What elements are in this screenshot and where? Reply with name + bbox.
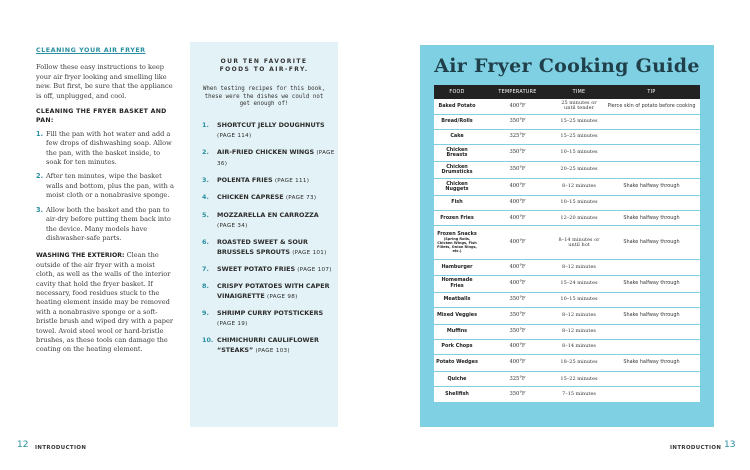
cell-temperature: 350°F	[480, 387, 555, 402]
cell-temperature: 400°F	[480, 226, 555, 260]
cell-temperature: 325°F	[480, 372, 555, 387]
cell-food: Homemade Fries	[434, 275, 480, 292]
table-header-row	[434, 85, 700, 99]
cell-time: 8–12 minutes	[555, 324, 603, 339]
favorite-number: 9.	[202, 309, 209, 318]
cell-food: Chicken Drumsticks	[434, 162, 480, 179]
cell-tip	[603, 340, 700, 355]
table-body	[434, 99, 700, 402]
cell-food: Mixed Veggies	[434, 307, 480, 324]
cell-tip	[603, 196, 700, 211]
table-row	[434, 260, 700, 275]
cell-time: 10–15 minutes	[555, 145, 603, 162]
cell-food: Bread/Rolls	[434, 114, 480, 129]
favorite-item	[202, 210, 338, 231]
favorite-number: 4.	[202, 193, 209, 202]
favorite-page: (PAGE 114)	[217, 132, 252, 139]
favorite-name: SHORTCUT JELLY DOUGHNUTS	[217, 120, 325, 129]
cell-time: 10–15 minutes	[555, 196, 603, 211]
favorite-number: 2.	[202, 147, 209, 156]
table-row	[434, 340, 700, 355]
favorite-name: CHIMICHURRI CAULIFLOWER “STEAKS”	[217, 336, 319, 355]
favorite-item	[202, 120, 338, 141]
favorite-name: MOZZARELLA EN CARROZZA	[217, 210, 319, 219]
cell-food: Chicken Breasts	[434, 145, 480, 162]
table-row	[434, 196, 700, 211]
cell-tip	[603, 162, 700, 179]
favorite-item	[202, 175, 338, 186]
cleaning-intro: Follow these easy instructions to keep your air fryer looking and smelling like new. But first, be sure that the appliance is off, unplugged, and cool.	[36, 63, 173, 100]
cell-food: Muffins	[434, 324, 480, 339]
favorite-name: AIR-FRIED CHICKEN WINGS	[217, 147, 315, 156]
favorites-list	[190, 120, 338, 357]
cell-food: Cake	[434, 129, 480, 144]
cleaning-steps	[36, 130, 174, 243]
favorite-number: 8.	[202, 282, 209, 291]
table-row	[434, 307, 700, 324]
favorite-page: (PAGE 36)	[217, 149, 335, 167]
favorite-name: CRISPY POTATOES WITH CAPER VINAIGRETTE	[217, 282, 330, 301]
cell-tip	[603, 372, 700, 387]
food-note: (Spring Rolls, Chicken Wings, Fish Fillets, Onion Rings, etc.)	[437, 236, 477, 254]
favorite-item	[202, 281, 338, 302]
cell-food: Hamburger	[434, 260, 480, 275]
favorite-item	[202, 308, 338, 329]
cell-time: 15–22 minutes	[555, 372, 603, 387]
header-time: TIME	[555, 85, 603, 99]
cell-time: 7–15 minutes	[555, 387, 603, 402]
cell-tip: Shake halfway through	[603, 355, 700, 372]
header-tip: TIP	[603, 85, 700, 99]
cell-time: 10–15 minutes	[555, 292, 603, 307]
cell-tip	[603, 324, 700, 339]
favorite-number: 5.	[202, 210, 209, 219]
cooking-guide-panel	[420, 45, 714, 427]
food-name: Frozen Snacks	[437, 231, 477, 238]
favorites-title: OUR TEN FAVORITE FOODS TO AIR-FRY.	[219, 58, 309, 73]
favorite-number: 6.	[202, 237, 209, 246]
favorite-number: 3.	[202, 176, 209, 185]
table-row	[434, 114, 700, 129]
cell-temperature: 350°F	[480, 162, 555, 179]
table-row	[434, 99, 700, 114]
cell-tip: Shake halfway through	[603, 211, 700, 226]
cell-tip	[603, 260, 700, 275]
cell-time: 8–12 minutes	[555, 307, 603, 324]
favorite-number: 10.	[202, 336, 214, 345]
favorite-page: (PAGE 111)	[274, 178, 310, 185]
favorite-page: (PAGE 103)	[255, 348, 290, 355]
table-row	[434, 211, 700, 226]
cell-temperature: 350°F	[480, 292, 555, 307]
cell-food: Pork Chops	[434, 340, 480, 355]
cell-temperature: 400°F	[480, 355, 555, 372]
cell-time: 12–20 minutes	[555, 211, 603, 226]
cell-temperature: 350°F	[480, 307, 555, 324]
page-number-right: 13	[724, 440, 736, 450]
favorite-item	[202, 192, 338, 203]
header-food: FOOD	[434, 85, 480, 99]
table-row	[434, 179, 700, 196]
cell-temperature: 400°F	[480, 211, 555, 226]
favorite-page: (PAGE 19)	[217, 321, 248, 328]
table-row	[434, 275, 700, 292]
favorite-page: (PAGE 98)	[267, 294, 298, 301]
cell-food: Frozen Fries	[434, 211, 480, 226]
cell-time: 18–25 minutes	[555, 355, 603, 372]
table-row	[434, 355, 700, 372]
cell-food: Meatballs	[434, 292, 480, 307]
favorite-page: (PAGE 73)	[285, 195, 317, 202]
cell-tip: Shake halfway through	[603, 179, 700, 196]
cell-time: 8–12 minutes	[555, 260, 603, 275]
favorite-number: 1.	[202, 120, 209, 129]
favorite-name: POLENTA FRIES	[217, 176, 273, 185]
cell-tip	[603, 292, 700, 307]
table-row	[434, 162, 700, 179]
exterior-label: WASHING THE EXTERIOR:	[36, 252, 125, 260]
cleaning-step: 3. Allow both the basket and the pan to air-dry before putting them back into the device. Many models have dishwasher-safe parts.	[36, 205, 171, 242]
cleaning-step: 1. Fill the pan with hot water and add a few drops of dishwashing soap. Allow the pan, with the basket inside, to soak for ten minutes.	[36, 129, 172, 167]
cell-temperature: 350°F	[480, 145, 555, 162]
favorite-name: SWEET POTATO FRIES	[217, 264, 296, 273]
cell-temperature: 325°F	[480, 129, 555, 144]
cell-temperature: 400°F	[480, 275, 555, 292]
table-row	[434, 145, 700, 162]
cell-temperature: 350°F	[480, 114, 555, 129]
favorite-page: (PAGE 34)	[217, 222, 248, 229]
section-label-left: INTRODUCTION	[35, 445, 87, 451]
favorite-item	[202, 264, 338, 275]
cell-temperature: 400°F	[480, 196, 555, 211]
cell-time: 25 minutes or until tender	[555, 99, 603, 114]
favorite-name: SHRIMP CURRY POTSTICKERS	[217, 309, 324, 318]
cell-time: 15–25 minutes	[555, 114, 603, 129]
cell-time: 8–14 minutes or until hot	[555, 226, 603, 260]
table-row	[434, 324, 700, 339]
basket-heading: CLEANING THE FRYER BASKET AND PAN:	[36, 108, 167, 125]
cell-food: Potato Wedges	[434, 355, 480, 372]
exterior-paragraph	[36, 251, 174, 354]
favorite-number: 7.	[202, 264, 209, 273]
cell-food: Fish	[434, 196, 480, 211]
favorites-subtitle: When testing recipes for this book, these were the dishes we could not get enough of!	[202, 86, 326, 108]
table-row	[434, 129, 700, 144]
cell-time: 8–12 minutes	[555, 179, 603, 196]
favorite-item	[202, 237, 338, 258]
cell-time: 15–24 minutes	[555, 275, 603, 292]
favorite-item	[202, 147, 338, 169]
cell-tip	[603, 387, 700, 402]
favorite-page: (PAGE 107)	[297, 266, 332, 273]
page-number-left: 12	[17, 440, 29, 450]
cell-food	[434, 226, 480, 260]
cell-tip: Shake halfway through	[603, 226, 700, 260]
table-row	[434, 292, 700, 307]
cell-tip	[603, 129, 700, 144]
cell-food: Quiche	[434, 372, 480, 387]
table-row	[434, 226, 700, 260]
cell-tip	[603, 145, 700, 162]
cooking-guide-title: Air Fryer Cooking Guide	[434, 55, 700, 77]
favorite-name: CHICKEN CAPRESE	[217, 193, 284, 202]
cell-temperature: 400°F	[480, 179, 555, 196]
cell-tip: Shake halfway through	[603, 307, 700, 324]
cell-temperature: 400°F	[480, 340, 555, 355]
favorite-item	[202, 335, 338, 356]
favorite-page: (PAGE 101)	[292, 249, 327, 256]
cell-time: 8–14 minutes	[555, 340, 603, 355]
cell-temperature: 400°F	[480, 260, 555, 275]
cell-tip: Shake halfway through	[603, 275, 700, 292]
cooking-guide-table	[434, 85, 700, 403]
cell-temperature: 400°F	[480, 99, 555, 114]
cell-food: Shellfish	[434, 387, 480, 402]
section-label-right: INTRODUCTION	[670, 445, 722, 451]
cell-food: Chicken Nuggets	[434, 179, 480, 196]
cell-tip	[603, 114, 700, 129]
cleaning-step: 2. After ten minutes, wipe the basket walls and bottom, plus the pan, with a moist cloth or a nonabrasive sponge.	[36, 172, 174, 200]
favorite-name: ROASTED SWEET & SOUR BRUSSELS SPROUTS	[217, 237, 308, 256]
cleaning-section	[36, 46, 174, 359]
exterior-text: Clean the outside of the air fryer with a moist cloth, as well as the walls of the interior cavity that hold the fryer basket. If necessary, food residues stuck to the heating element inside may be removed with a nonabrasive sponge or a soft-bristle brush and wiped dry with a paper towel. Avoid steel wool or hard-bristle brushes, as these tools can damage the coating on the heating element.	[36, 251, 174, 354]
table-row	[434, 372, 700, 387]
header-temperature: TEMPERATURE	[480, 85, 555, 99]
cell-food: Baked Potato	[434, 99, 480, 114]
cell-time: 20–25 minutes	[555, 162, 603, 179]
cleaning-heading: CLEANING YOUR AIR FRYER	[36, 46, 146, 54]
table-row	[434, 387, 700, 402]
cell-tip: Pierce skin of potato before cooking	[603, 99, 700, 114]
cell-temperature: 350°F	[480, 324, 555, 339]
favorites-box	[190, 42, 338, 427]
cell-time: 15–25 minutes	[555, 129, 603, 144]
